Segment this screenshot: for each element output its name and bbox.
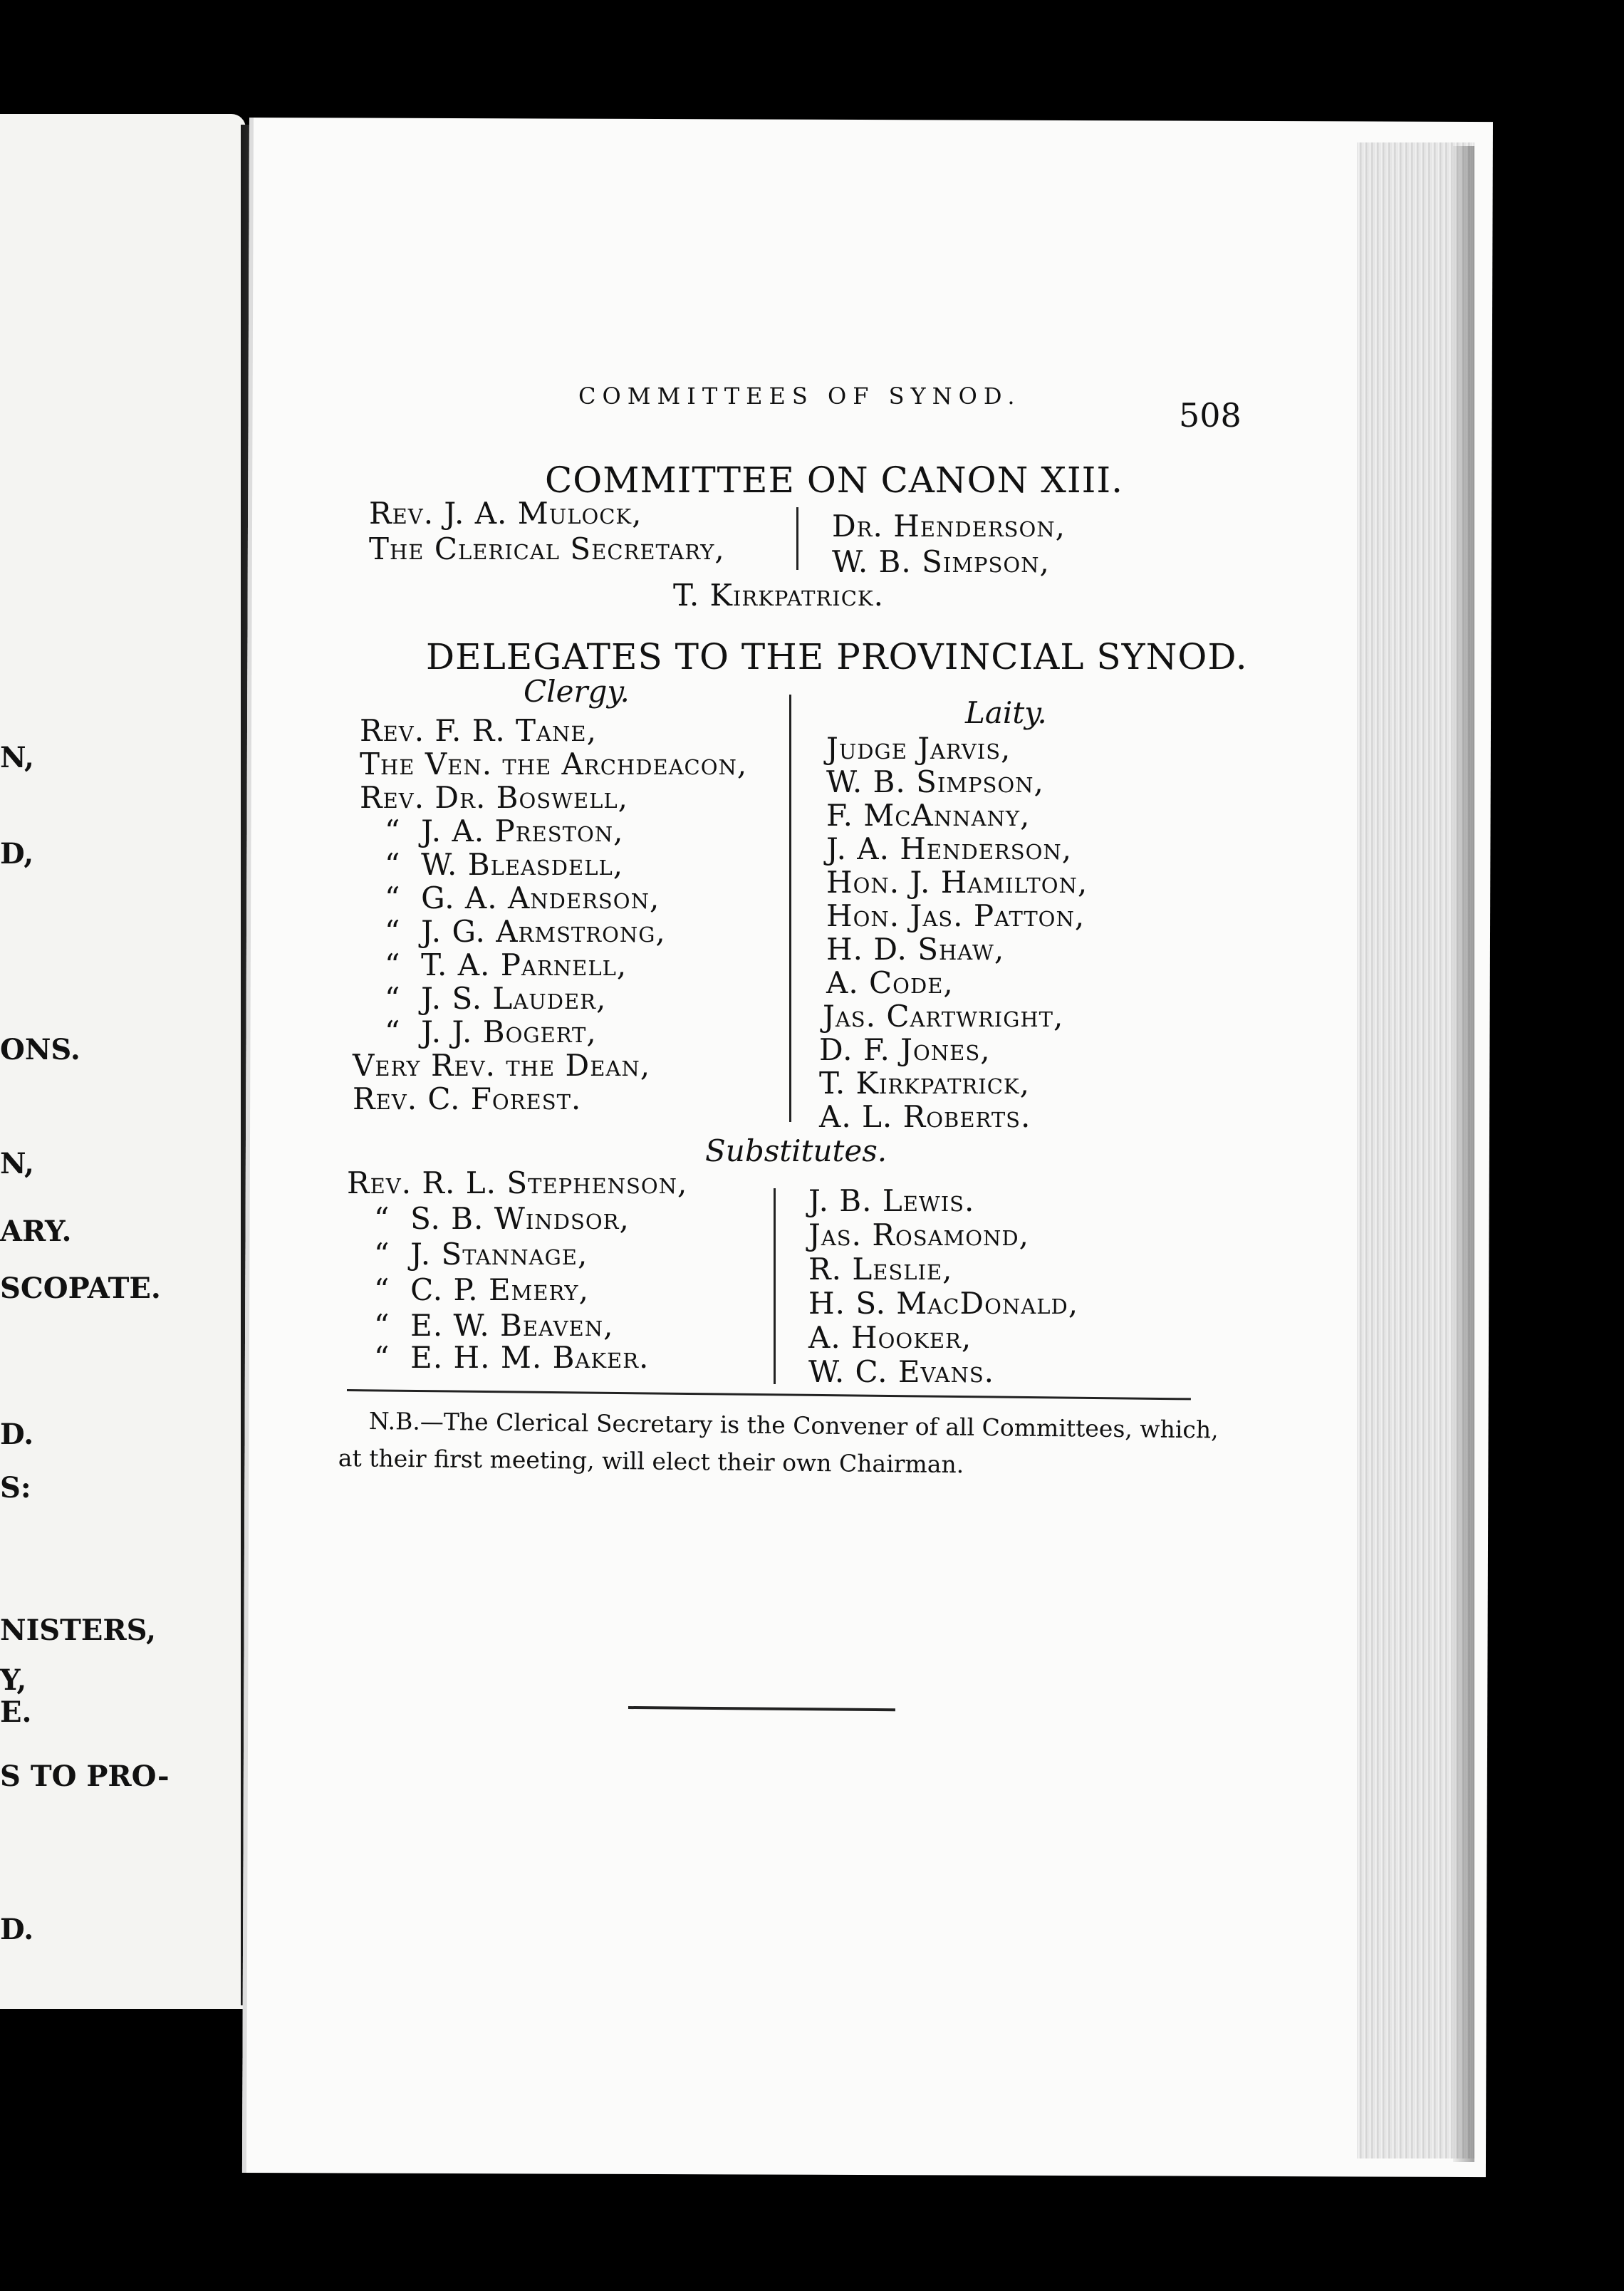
substitute-clergy-name: “ C. P. Emery,	[374, 1272, 589, 1307]
left-page-fragment: Y,	[0, 1663, 27, 1697]
laity-name: F. McAnnany,	[826, 798, 1031, 833]
left-page-fragment: D.	[0, 1913, 34, 1946]
clergy-name: Very Rev. the Dean,	[353, 1048, 651, 1083]
laity-name: J. A. Henderson,	[826, 831, 1073, 866]
laity-name: T. Kirkpatrick,	[819, 1066, 1030, 1101]
member-name: The Clerical Secretary,	[369, 531, 725, 566]
laity-name: W. B. Simpson,	[826, 764, 1044, 799]
laity-name: Jas. Cartwright,	[823, 999, 1064, 1034]
clergy-label: Clergy.	[524, 674, 630, 709]
left-page-fragment: S TO PRO-	[0, 1760, 170, 1793]
column-divider	[774, 1188, 776, 1384]
member-name: T. Kirkpatrick.	[673, 578, 884, 613]
laity-name: Judge Jarvis,	[826, 731, 1011, 766]
left-page-fragment: D.	[0, 1418, 34, 1451]
clergy-name: “ J. G. Armstrong,	[385, 914, 666, 949]
clergy-name: “ J. A. Preston,	[385, 814, 624, 848]
substitute-laity-name: A. Hooker,	[808, 1320, 972, 1355]
clergy-name: The Ven. the Archdeacon,	[360, 747, 748, 781]
left-page-fragment: N,	[0, 741, 34, 774]
note-line-2: at their first meeting, will elect their own Chairman.	[338, 1444, 964, 1479]
substitute-clergy-name: “ S. B. Windsor,	[374, 1201, 630, 1236]
left-page-fragment: N,	[0, 1147, 34, 1180]
clergy-name: “ J. J. Bogert,	[385, 1014, 597, 1049]
left-page-fragment: D,	[0, 837, 34, 871]
substitute-laity-name: J. B. Lewis.	[808, 1183, 975, 1218]
substitute-clergy-name: Rev. R. L. Stephenson,	[347, 1165, 688, 1200]
clergy-name: Rev. Dr. Boswell,	[360, 780, 628, 815]
substitute-laity-name: Jas. Rosamond,	[808, 1217, 1030, 1252]
clergy-name: “ T. A. Parnell,	[385, 947, 628, 982]
note-line-1: N.B.—The Clerical Secretary is the Convener of all Committees, which,	[368, 1407, 1219, 1444]
substitute-laity-name: W. C. Evans.	[808, 1354, 995, 1389]
delegates-title: DELEGATES TO THE PROVINCIAL SYNOD.	[426, 636, 1248, 677]
laity-name: A. L. Roberts.	[819, 1099, 1031, 1134]
laity-name: Hon. J. Hamilton,	[826, 865, 1088, 900]
laity-name: Hon. Jas. Patton,	[826, 898, 1086, 933]
laity-label: Laity.	[965, 695, 1047, 730]
laity-name: H. D. Shaw,	[826, 932, 1005, 967]
member-name: W. B. Simpson,	[832, 544, 1050, 579]
left-page-fragment: S:	[0, 1471, 31, 1505]
member-name: Dr. Henderson,	[832, 509, 1066, 544]
substitutes-label: Substitutes.	[705, 1133, 888, 1168]
clergy-name: “ G. A. Anderson,	[385, 880, 660, 915]
clergy-name: “ J. S. Lauder,	[385, 981, 607, 1016]
column-divider	[789, 695, 791, 1122]
clergy-name: Rev. F. R. Tane,	[360, 713, 597, 748]
substitute-laity-name: H. S. MacDonald,	[808, 1286, 1079, 1321]
substitute-laity-name: R. Leslie,	[808, 1252, 953, 1287]
clergy-name: “ W. Bleasdell,	[385, 847, 624, 882]
left-page-fragment: NISTERS,	[0, 1614, 157, 1647]
page-edges-shadow	[1453, 146, 1474, 2162]
left-page-fragment: ONS.	[0, 1033, 80, 1066]
column-divider	[796, 507, 798, 570]
substitute-clergy-name: “ E. W. Beaven,	[374, 1308, 614, 1343]
laity-name: D. F. Jones,	[819, 1032, 991, 1067]
left-page-fragment: E.	[0, 1695, 32, 1729]
clergy-name: Rev. C. Forest.	[353, 1081, 582, 1116]
left-page-fragment: ARY.	[0, 1215, 72, 1248]
substitute-clergy-name: “ E. H. M. Baker.	[374, 1340, 650, 1375]
laity-name: A. Code,	[826, 965, 954, 1000]
left-page-fragment: SCOPATE.	[0, 1272, 161, 1305]
member-name: Rev. J. A. Mulock,	[369, 496, 642, 531]
page-number: 508	[1179, 396, 1242, 435]
canon-committee-title: COMMITTEE ON CANON XIII.	[545, 459, 1124, 501]
substitute-clergy-name: “ J. Stannage,	[374, 1237, 588, 1272]
running-title: COMMITTEES OF SYNOD.	[578, 383, 1021, 410]
